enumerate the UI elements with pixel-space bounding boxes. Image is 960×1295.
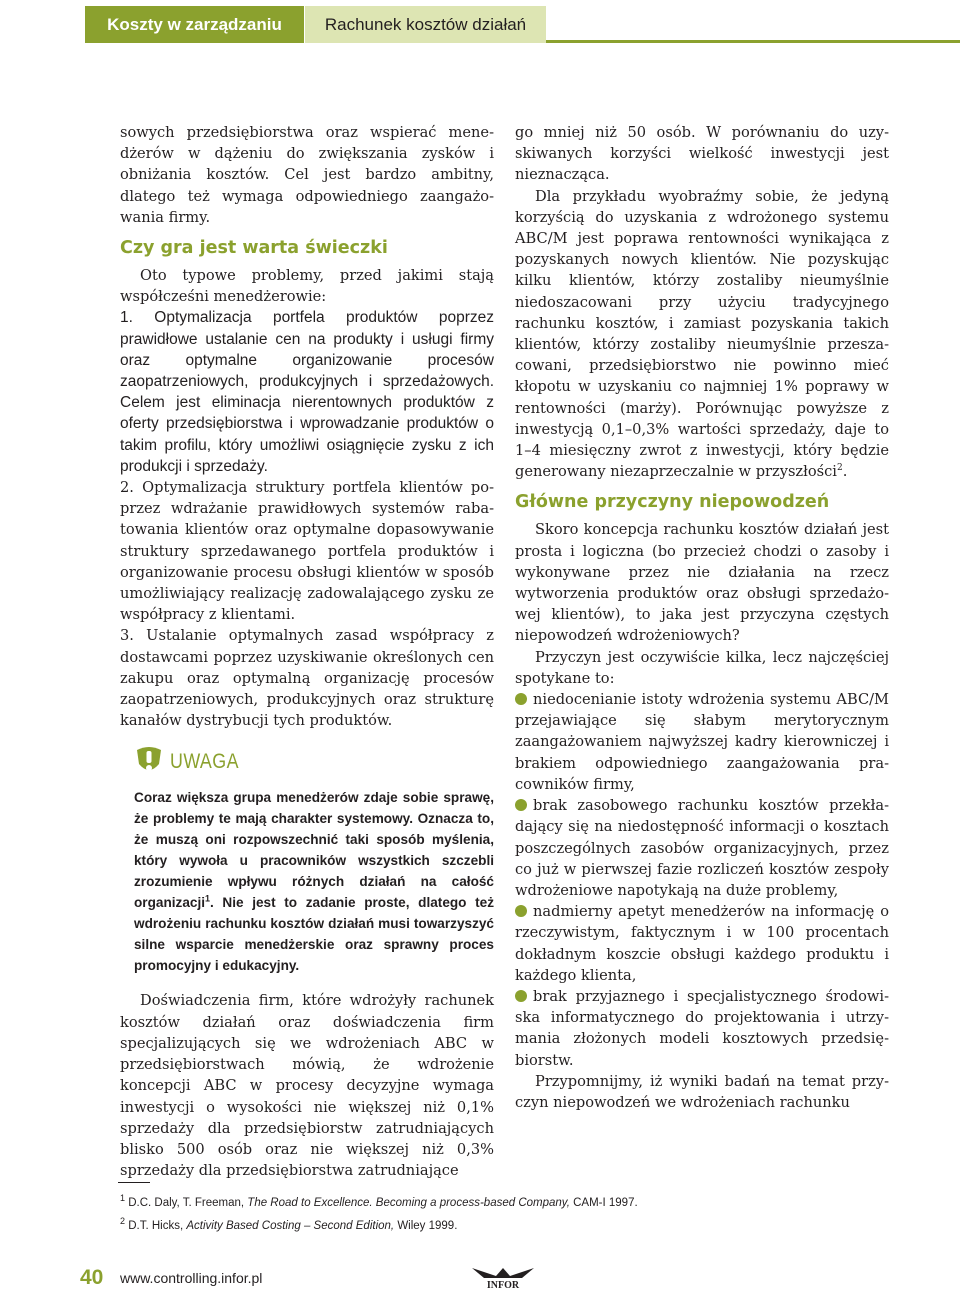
paragraph: sowych przedsiębiorstwa oraz wspierać menedżerów w dążeniu do zwiększania zysków i obniżania kosztów. Cel jest bardzo ambitny, dlatego też wymaga odpowiedniego zaangażowania firmy. xyxy=(120,124,494,226)
left-column xyxy=(120,122,494,1181)
footnote-text: D.C. Daly, T. Freeman, xyxy=(125,1197,248,1209)
footnote-ref: 1 xyxy=(205,893,211,904)
website-link[interactable]: www.controlling.infor.pl xyxy=(120,1270,263,1286)
footnote-title: Activity Based Costing – Second Edition, xyxy=(186,1220,395,1232)
footnote-title: The Road to Excellence. Becoming a process-based Company, xyxy=(247,1197,570,1209)
uwaga-text-part: . Nie jest to zadanie proste, dlatego też wdrożeniu rachunku kosztów działań musi towarzyszyć silne wsparcie menedżerskie oraz sprawny proces promocyjny i edukacyjny. xyxy=(134,895,494,974)
paragraph-text: Dla przykładu wyobraźmy sobie, że jedyną korzyścią do uzyskania z wdrożonego systemu ABC/M jest poprawa rentowności wynikająca z pozyskanych nowych klientów. Nie pozyskując kilku klientów, którzy zostaliby nieumyślnie niedoszacowani przy użyciu tradycyjnego rachunku kosztów, i zamiast pozyskania takich klientów, którzy zostaliby nieumyślnie przeszacowani, przedsiębiorstwo nie powinno mieć kłopotu w uzyskaniu co najmniej 1% poprawy w rentowności (marży). Porównując powyższe z inwestycją 0,1–0,3% wartości sprzedaży, daje to 1–4 miesięczny zwrot z inwestycji, który będzie generowany niezaprzeczalnie w przyszłości xyxy=(515,187,889,481)
paragraph-text: . xyxy=(842,463,848,481)
header-rule xyxy=(546,40,960,43)
uwaga-header xyxy=(120,743,494,779)
bullet-text: brak przyjaznego i specjalistycznego środowiska informatycznego do projektowania i utrzymania złożonych modeli kosztowych przedsiębiorstw. xyxy=(515,987,889,1069)
green-dot-icon xyxy=(515,693,527,705)
infor-eagle-logo xyxy=(466,1264,540,1290)
paragraph: Przypomnijmy, iż wyniki badań na temat przyczyn niepowodzeń we wdrożeniach rachunku xyxy=(515,1072,889,1111)
paragraph xyxy=(515,186,889,483)
bullet-text: niedocenianie istoty wdrożenia systemu ABC/M przejawiające się słabym merytorycznym zaangażowaniem najwyższej kadry kierowniczej i brakiem odpowiedniego zaangażowania pracowników firmy, xyxy=(515,691,889,793)
bullet-item xyxy=(515,689,889,795)
green-dot-icon xyxy=(515,799,527,811)
list-item: 1. Optymalizacja portfela produktów poprzez prawidłowe ustalanie cen na produkty i usługi firmy oraz optymalne organizowanie procesów zaopatrzeniowych, produkcyjnych i sprzedażowych. Celem jest eliminacja nierentownych produktów z oferty przedsiębiorstwa i wprowadzanie produktów o takim profilu, który umożliwi osiągnięcie zysku z ich produkcji i sprzedaży. xyxy=(120,309,494,475)
section-label: Koszty w zarządzaniu xyxy=(85,6,304,43)
bullet-item xyxy=(515,795,889,901)
paragraph: Doświadczenia firm, które wdrożyły rachunek kosztów działań oraz doświadczenia firm specjalizujących się we wdrożeniach ABC w przedsiębiorstwach mówią, że wdrożenie koncepcji ABC w procesy decyzyjne wymaga inwestycji o wysokości nie większej niż 0,1% sprzedaży dla przedsiębiorstw zatrudniających blisko 500 osób oraz nie większej niż 0,3% sprzedaży dla przedsiębiorstwa zatrudniające xyxy=(120,992,494,1180)
page-header xyxy=(0,0,960,46)
uwaga-box xyxy=(120,743,494,976)
footnote-number: 1 xyxy=(120,1193,126,1204)
section-heading: Czy gra jest warta świeczki xyxy=(120,238,388,259)
uwaga-text-part: Coraz większa grupa menedżerów zdaje sobie sprawę, że problemy te mają charakter systemowy. Oznacza to, że muszą oni rozpowszechnić taki sposób myślenia, który wywoła u pracowników wszystkich szczebli zrozumienie wpływu różnych działań na całość organizacji xyxy=(134,790,494,911)
paragraph: Skoro koncepcja rachunku kosztów działań jest prosta i logiczna (bo przecież chodzi o zasoby i wykonywane przez nie działania na rzecz wytworzenia produktów oraz obsługi sprzedażowej klientów), to jaka jest przyczyna częstych niepowodzeń wdrożeniowych? xyxy=(515,521,889,645)
paragraph: Oto typowe problemy, przed jakimi stają współcześni menedżerowie: xyxy=(120,267,494,306)
page-number: 40 xyxy=(80,1266,104,1289)
green-dot-icon xyxy=(515,905,527,917)
footnote-text: Wiley 1999. xyxy=(394,1220,458,1232)
topic-label: Rachunek kosztów działań xyxy=(305,6,546,43)
bullet-text: brak zasobowego rachunku kosztów przekładający się na niedostępność informacji o kosztach poszczególnych zasobów organizacyjnych, przez co już w pierwszej fazie rozliczeń kosztów zespoły wdrożeniowe napotykają na duże problemy, xyxy=(515,797,889,899)
footnote-ref: 2 xyxy=(836,463,843,474)
uwaga-title: UWAGA xyxy=(170,749,239,773)
footnote-rule xyxy=(118,1182,150,1183)
paragraph: go mniej niż 50 osób. W porównaniu do uzyskiwanych korzyści wielkość inwestycji jest nieznacząca. xyxy=(515,124,889,184)
right-column xyxy=(515,122,889,1113)
footnote-text: D.T. Hicks, xyxy=(125,1220,187,1232)
green-dot-icon xyxy=(515,990,527,1002)
logo-text: INFOR xyxy=(486,1280,520,1290)
footnote xyxy=(120,1192,680,1215)
footnote-number: 2 xyxy=(120,1216,126,1227)
footnotes xyxy=(120,1192,680,1238)
paragraph: Przyczyn jest oczywiście kilka, lecz najczęściej spotykane to: xyxy=(515,648,889,687)
bullet-item xyxy=(515,986,889,1071)
footnote-text: CAM-I 1997. xyxy=(569,1197,638,1209)
uwaga-text xyxy=(120,787,494,976)
bullet-text: nadmierny apetyt menedżerów na informację o rzeczywistym, faktycznym i w 100 procentach dokładnym koszcie obsługi każdego produktu i każdego klienta, xyxy=(515,903,889,984)
bullet-item xyxy=(515,901,889,986)
list-item: 3. Ustalanie optymalnych zasad współpracy z dostawcami poprzez uzyskiwanie określonych cen zakupu oraz optymalną organizację procesów zaopatrzeniowych, produkcyjnych oraz strukturę kanałów dystrybucji tych produktów. xyxy=(120,627,494,730)
list-item: 2. Optymalizacja struktury portfela klientów poprzez wdrażanie prawidłowych systemów rabatowania klientów oraz optymalne dopasowywanie struktury sprzedawanego portfela produktów i organizowanie procesu obsługi klientów w sposób umożliwiający realizację zadowalającego zysku ze współpracy z klientami. xyxy=(120,479,494,624)
footnote xyxy=(120,1215,680,1238)
section-heading: Główne przyczyny niepowodzeń xyxy=(515,492,830,513)
exclamation-badge-icon xyxy=(134,746,164,776)
